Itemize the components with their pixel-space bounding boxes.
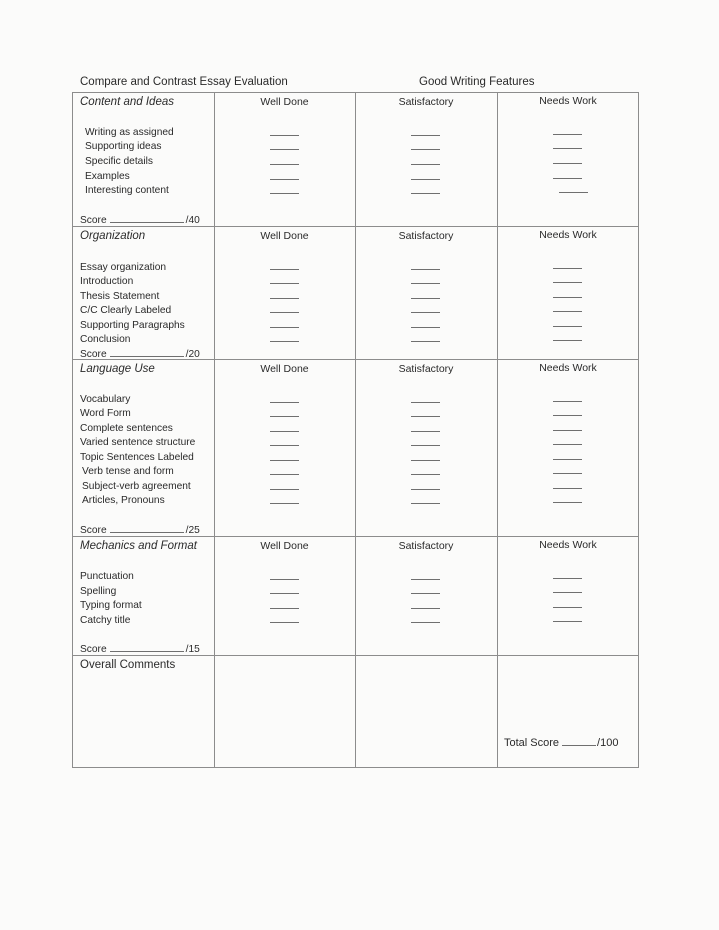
rating-blank[interactable] [270,431,299,432]
rating-blank[interactable] [553,607,582,608]
rating-blank[interactable] [553,502,582,503]
section-divider [73,226,638,227]
rating-blank[interactable] [270,416,299,417]
rating-blank[interactable] [411,460,440,461]
rating-blank[interactable] [270,298,299,299]
rating-blank[interactable] [553,163,582,164]
criterion-label: Punctuation [80,571,134,582]
column-header-satisfactory: Satisfactory [398,540,454,552]
rating-blank[interactable] [270,593,299,594]
column-header-satisfactory: Satisfactory [398,96,454,108]
rating-blank[interactable] [270,283,299,284]
rating-blank[interactable] [411,149,440,150]
score-label: Score [80,215,107,226]
rating-blank[interactable] [553,430,582,431]
column-header-needs-work: Needs Work [539,95,597,107]
score-max: /25 [185,525,200,536]
rating-blank[interactable] [553,401,582,402]
total-score-max: /100 [597,737,619,749]
evaluation-grid [72,92,639,768]
score-blank[interactable] [110,524,184,533]
rating-blank[interactable] [270,474,299,475]
criterion-label: Specific details [85,156,153,167]
rating-blank[interactable] [411,474,440,475]
total-score [504,737,618,749]
rating-blank[interactable] [270,179,299,180]
rating-blank[interactable] [270,489,299,490]
column-header-needs-work: Needs Work [539,362,597,374]
score-max: /40 [185,215,200,226]
rating-blank[interactable] [411,327,440,328]
rating-blank[interactable] [411,135,440,136]
score-blank[interactable] [110,348,184,357]
page-subtitle: Good Writing Features [419,76,535,88]
rating-blank[interactable] [411,445,440,446]
rating-blank[interactable] [270,312,299,313]
rating-blank[interactable] [270,460,299,461]
criterion-label: Writing as assigned [85,127,174,138]
column-header-satisfactory: Satisfactory [398,363,454,375]
criterion-label: Verb tense and form [82,466,174,477]
rating-blank[interactable] [411,489,440,490]
rating-blank[interactable] [553,326,582,327]
rating-blank[interactable] [411,579,440,580]
rating-blank[interactable] [270,327,299,328]
rating-blank[interactable] [553,415,582,416]
rating-blank[interactable] [270,402,299,403]
rating-blank[interactable] [411,503,440,504]
rating-blank[interactable] [270,135,299,136]
rating-blank[interactable] [270,622,299,623]
section-divider [73,536,638,537]
rating-blank[interactable] [411,193,440,194]
rating-blank[interactable] [559,192,588,193]
column-divider [355,93,356,767]
rating-blank[interactable] [411,593,440,594]
rating-blank[interactable] [270,164,299,165]
criterion-label: Typing format [80,600,142,611]
rating-blank[interactable] [411,298,440,299]
rating-blank[interactable] [270,341,299,342]
section-score [80,524,200,536]
rating-blank[interactable] [411,164,440,165]
rating-blank[interactable] [553,282,582,283]
column-header-needs-work: Needs Work [539,229,597,241]
rating-blank[interactable] [553,340,582,341]
column-header-well-done: Well Done [260,230,309,242]
rating-blank[interactable] [553,134,582,135]
rating-blank[interactable] [411,341,440,342]
criterion-label: Articles, Pronouns [82,495,165,506]
rating-blank[interactable] [553,444,582,445]
criterion-label: Word Form [80,408,131,419]
criterion-label: Varied sentence structure [80,437,196,448]
score-blank[interactable] [110,643,184,652]
rating-blank[interactable] [270,445,299,446]
rating-blank[interactable] [553,148,582,149]
rating-blank[interactable] [553,473,582,474]
score-label: Score [80,644,107,655]
section-title-mechanics: Mechanics and Format [80,540,197,552]
rating-blank[interactable] [411,179,440,180]
criterion-label: Interesting content [85,185,169,196]
column-divider [214,93,215,767]
criterion-label: Complete sentences [80,423,173,434]
criterion-label: Vocabulary [80,394,131,405]
criterion-label: Introduction [80,276,134,287]
criterion-label: Catchy title [80,615,131,626]
column-header-needs-work: Needs Work [539,539,597,551]
rating-blank[interactable] [411,608,440,609]
rating-blank[interactable] [270,503,299,504]
criterion-label: C/C Clearly Labeled [80,305,172,316]
rating-blank[interactable] [411,416,440,417]
section-title-language: Language Use [80,363,155,375]
criterion-label: Spelling [80,586,117,597]
column-header-well-done: Well Done [260,540,309,552]
column-header-well-done: Well Done [260,96,309,108]
score-label: Score [80,349,107,360]
rating-blank[interactable] [411,283,440,284]
section-score [80,348,200,360]
rating-blank[interactable] [553,621,582,622]
criterion-label: Essay organization [80,262,167,273]
rating-blank[interactable] [553,459,582,460]
total-score-label: Total Score [504,737,560,749]
rating-blank[interactable] [270,269,299,270]
column-divider [497,93,498,767]
rating-blank[interactable] [270,579,299,580]
criterion-label: Subject-verb agreement [82,481,191,492]
section-score [80,214,200,226]
rating-blank[interactable] [270,193,299,194]
section-title-organization: Organization [80,230,146,242]
total-score-blank[interactable] [562,737,596,746]
score-blank[interactable] [110,214,184,223]
rating-blank[interactable] [411,312,440,313]
page-title: Compare and Contrast Essay Evaluation [80,76,288,88]
rating-blank[interactable] [411,622,440,623]
column-header-well-done: Well Done [260,363,309,375]
rating-blank[interactable] [553,578,582,579]
section-score [80,643,200,655]
rating-blank[interactable] [411,402,440,403]
rating-blank[interactable] [553,592,582,593]
score-max: /20 [185,349,200,360]
section-divider [73,655,638,656]
column-header-satisfactory: Satisfactory [398,230,454,242]
criterion-label: Supporting ideas [85,141,162,152]
criterion-label: Topic Sentences Labeled [80,452,194,463]
rating-blank[interactable] [553,268,582,269]
criterion-label: Conclusion [80,334,131,345]
rating-blank[interactable] [270,149,299,150]
criterion-label: Examples [85,171,130,182]
rating-blank[interactable] [411,269,440,270]
rating-blank[interactable] [553,178,582,179]
score-label: Score [80,525,107,536]
comments-title: Overall Comments [80,659,176,671]
section-title-content: Content and Ideas [80,96,174,108]
rating-blank[interactable] [553,311,582,312]
rating-blank[interactable] [553,488,582,489]
rating-blank[interactable] [411,431,440,432]
rating-blank[interactable] [553,297,582,298]
criterion-label: Thesis Statement [80,291,160,302]
criterion-label: Supporting Paragraphs [80,320,185,331]
rating-blank[interactable] [270,608,299,609]
score-max: /15 [185,644,200,655]
